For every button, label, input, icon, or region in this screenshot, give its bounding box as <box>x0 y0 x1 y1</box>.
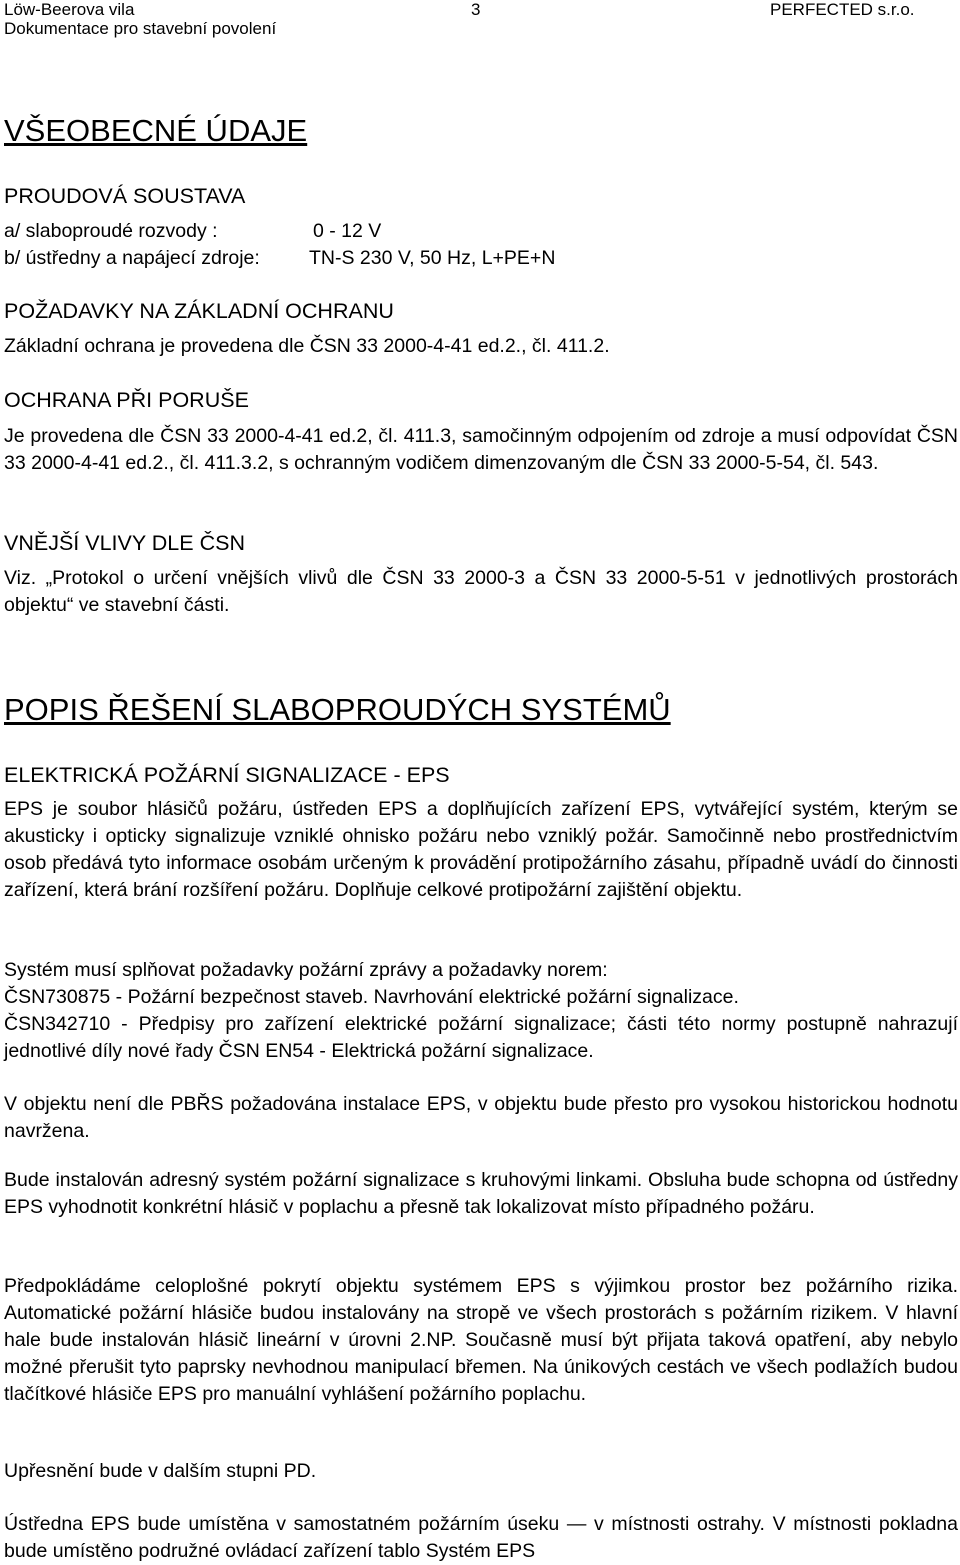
row-value: 0 - 12 V <box>313 220 382 242</box>
header-project: Löw-Beerova vila <box>4 0 135 19</box>
eps-paragraph-5: Předpokládáme celoplošné pokrytí objektu systémem EPS s výjimkou prostor bez požárního rizika. Automatické požární hlásiče budou instalovány na stropě ve všech prostorách s požárním rizikem. V hlavní hale bude instalován hlásič lineární v úrovni 2.NP. Současně musí být přijata taková opatření, aby nebylo možné přerušit tyto paprsky nevhodnou manipulací břemen. Na únikových cestách ve všech podlažích budou tlačítkové hlásiče EPS pro manuální vyhlášení požárního poplachu. <box>4 1275 958 1405</box>
eps-paragraph-6: Upřesnění bude v dalším stupni PD. <box>4 1460 317 1482</box>
basic-protection-text: Základní ochrana je provedena dle ČSN 33 2000-4-41 ed.2., čl. 411.2. <box>4 335 610 357</box>
eps-paragraph-1: EPS je soubor hlásičů požáru, ústředen EPS a doplňujících zařízení EPS, vytvářející systém, kterým se akusticky i opticky signalizuje vzniklé ohnisko požáru nebo vzniklý požár. Samočinně nebo prostřednictvím osob předává tyto informace osobám určeným k provádění protipožárního zásahu, případně uvádí do činnosti zařízení, která brání rozšíření požáru. Doplňuje celkové protipožární zajištění objektu. <box>4 798 958 901</box>
header-company: PERFECTED s.r.o. <box>770 0 915 19</box>
eps-paragraph-4: Bude instalován adresný systém požární signalizace s kruhovými linkami. Obsluha bude schopna od ústředny EPS vyhodnotit konkrétní hlásič v poplachu a přesně tak lokalizovat místo případného požáru. <box>4 1169 958 1218</box>
heading-basic-protection: POŽADAVKY NA ZÁKLADNÍ OCHRANU <box>4 299 394 323</box>
external-influences-text: Viz. „Protokol o určení vnějších vlivů dle ČSN 33 2000-3 a ČSN 33 2000-5-51 v jednotlivých prostorách objektu“ ve stavební části. <box>4 567 958 616</box>
header-left <box>4 0 276 38</box>
current-system-table <box>4 218 958 272</box>
current-system-row <box>4 245 958 272</box>
row-label: b/ ústředny a napájecí zdroje: <box>4 247 260 269</box>
section-title-solution: POPIS ŘEŠENÍ SLABOPROUDÝCH SYSTÉMŮ <box>4 692 671 727</box>
standard-csn730875: ČSN730875 - Požární bezpečnost staveb. Navrhování elektrické požární signalizace. <box>4 986 739 1008</box>
eps-paragraph-3: V objektu není dle PBŘS požadována instalace EPS, v objektu bude přesto pro vysokou historickou hodnotu navržena. <box>4 1093 958 1142</box>
section-title-general: VŠEOBECNÉ ÚDAJE <box>4 113 308 148</box>
fault-protection-text: Je provedena dle ČSN 33 2000-4-41 ed.2, čl. 411.3, samočinným odpojením od zdroje a musí odpovídat ČSN 33 2000-4-41 ed.2., čl. 411.3.2, s ochranným vodičem dimenzovaným dle ČSN 33 2000-5-54, čl. 543. <box>4 425 958 474</box>
heading-eps: ELEKTRICKÁ POŽÁRNÍ SIGNALIZACE - EPS <box>4 763 450 787</box>
eps-paragraph-7: Ústředna EPS bude umístěna v samostatném požárním úseku — v místnosti ostrahy. V místnosti pokladna bude umístěno podružné ovládací zařízení tablo Systém EPS <box>4 1513 958 1562</box>
heading-fault-protection: OCHRANA PŘI PORUŠE <box>4 388 249 412</box>
standard-csn342710: ČSN342710 - Předpisy pro zařízení elektrické požární signalizace; části této normy postupně nahrazují jednotlivé díly nové řady ČSN EN54 - Elektrická požární signalizace. <box>4 1013 958 1062</box>
heading-external-influences: VNĚJŠÍ VLIVY DLE ČSN <box>4 531 245 555</box>
row-value: TN-S 230 V, 50 Hz, L+PE+N <box>309 247 556 269</box>
heading-current-system: PROUDOVÁ SOUSTAVA <box>4 184 246 208</box>
header-document-type: Dokumentace pro stavební povolení <box>4 19 277 38</box>
page-number: 3 <box>471 0 481 19</box>
current-system-row <box>4 218 958 245</box>
eps-standards-intro <box>4 957 958 1011</box>
standards-intro-line: Systém musí splňovat požadavky požární zprávy a požadavky norem: <box>4 959 608 981</box>
row-label: a/ slaboproudé rozvody : <box>4 220 218 242</box>
